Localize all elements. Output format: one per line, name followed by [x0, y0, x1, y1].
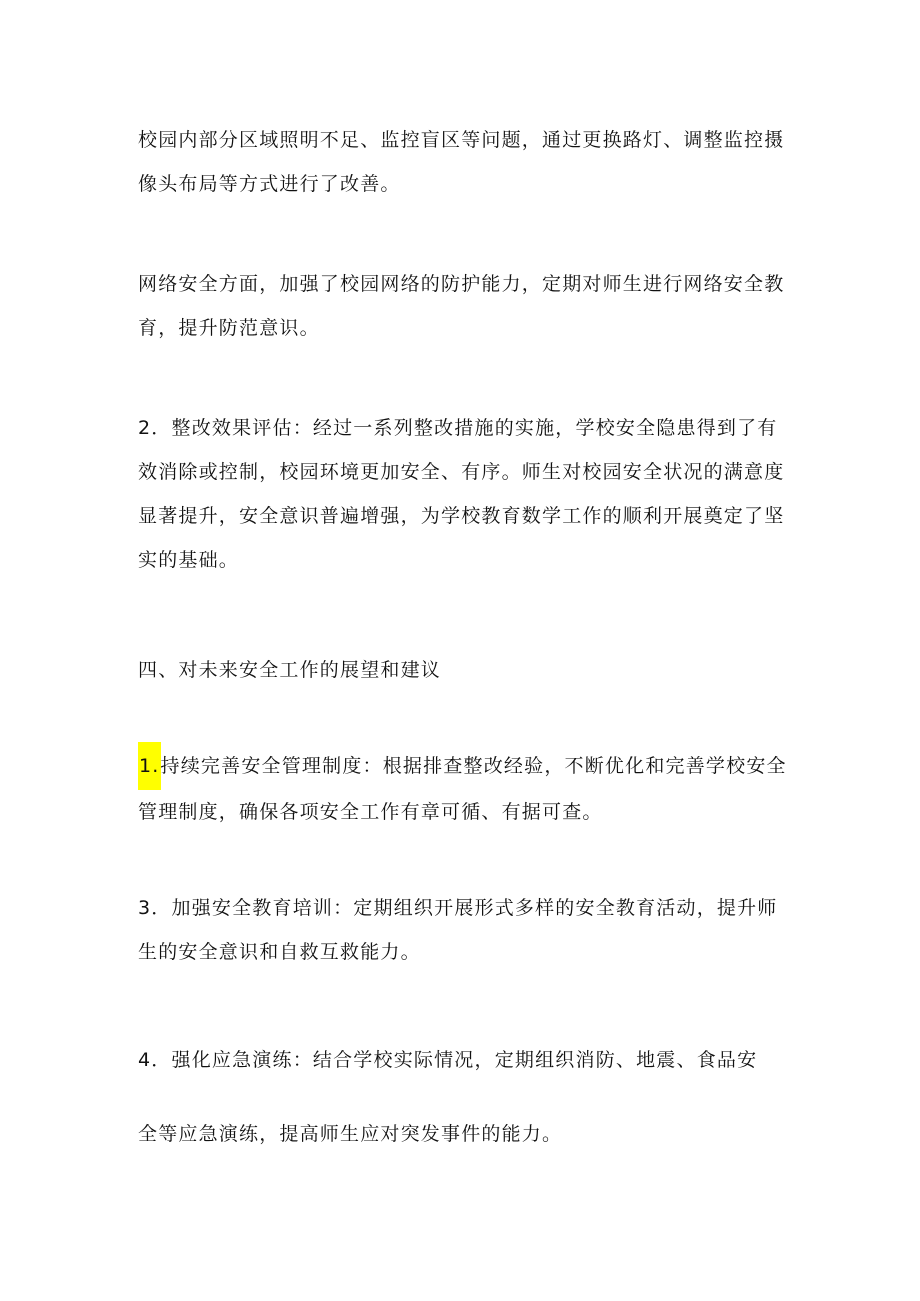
section-heading-outlook: 四、对未来安全工作的展望和建议 [138, 659, 442, 681]
paragraph-emergency-drill-line2: 全等应急演练，提高师生应对突发事件的能力。 [138, 1123, 563, 1145]
paragraph-rectification-evaluation: 2．整改效果评估：经过一系列整改措施的实施，学校安全隐患得到了有效消除或控制，校园环境更加安全、有序。师生对校园安全状况的满意度显著提升，安全意识普遍增强，为学校教育数学工作的顺利开展奠定了坚实的基础。 [138, 417, 785, 571]
paragraph-network-security: 网络安全方面，加强了校园网络的防护能力，定期对师生进行网络安全教育，提升防范意识。 [138, 273, 785, 339]
paragraph-management-system-text: 持续完善安全管理制度：根据排查整改经验，不断优化和完善学校安全管理制度，确保各项安全工作有章可循、有据可查。 [138, 755, 787, 823]
paragraph-emergency-drill-line1: 4．强化应急演练：结合学校实际情况，定期组织消防、地震、食品安 [138, 1049, 758, 1071]
paragraph-management-system [138, 742, 788, 834]
highlighted-list-marker: 1. [138, 742, 161, 790]
paragraph-safety-training: 3．加强安全教育培训：定期组织开展形式多样的安全教育活动，提升师生的安全意识和自救互救能力。 [138, 897, 778, 963]
paragraph-lighting-monitoring: 校园内部分区域照明不足、监控盲区等问题，通过更换路灯、调整监控摄像头布局等方式进行了改善。 [138, 129, 785, 195]
